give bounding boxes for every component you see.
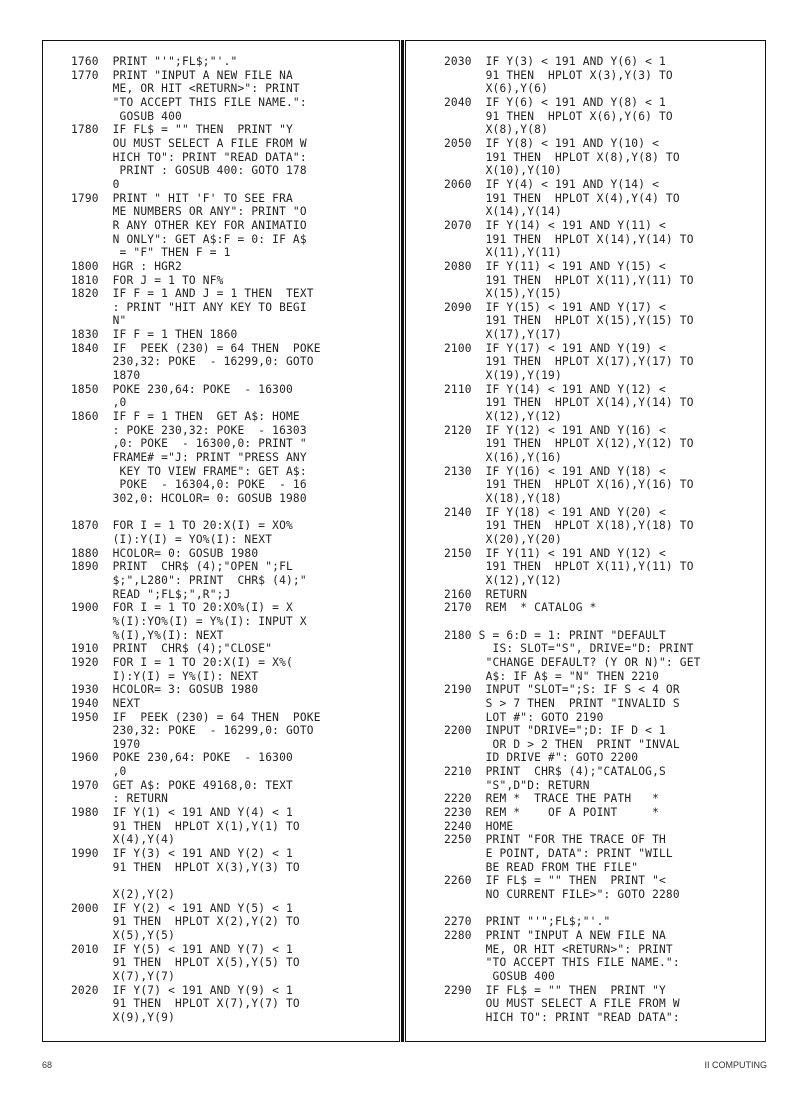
left-code-listing: 1760 PRINT "'";FL$;"'." 1770 PRINT "INPUT A NEW FILE NA ME, OR HIT <RETURN>": PRINT "TO ACCEPT THIS FILE NAME.": GOSUB 400 1780 IF FL$ = "" THEN PRINT "Y OU MUST SELECT A FILE FROM W HICH TO": PRINT "READ DATA": PRINT : GOSUB 400: GOTO 178 0 1790 PRINT " HIT 'F' TO SEE FRA ME NUMBERS OR ANY": PRINT "O R ANY OTHER KEY FOR ANIMATIO N ONLY": GET A$:F = 0: IF A$ = "F" THEN F = 1 1800 HGR : HGR2 1810 FOR J = 1 TO NF% 1820 IF F = 1 AND J = 1 THEN TEXT : PRINT "HIT ANY KEY TO BEGI N" 1830 IF F = 1 THEN 1860 1840 IF PEEK (230) = 64 THEN POKE 230,32: POKE - 16299,0: GOTO 1870 1850 POKE 230,64: POKE - 16300 ,0 1860 IF F = 1 THEN GET A$: HOME : POKE 230,32: POKE - 16303 ,0: POKE - 16300,0: PRINT " FRAME# ="J: PRINT "PRESS ANY KEY TO VIEW FRAME": GET A$: POKE - 16304,0: POKE - 16 302,0: HCOLOR= 0: GOSUB 1980 1870 FOR I = 1 TO 20:X(I) = XO% (I):Y(I) = YO%(I): NEXT 1880 HCOLOR= 0: GOSUB 1980 1890 PRINT CHR$ (4);"OPEN ";FL $;",L280": PRINT CHR$ (4);" READ ";FL$;",R";J 1900 FOR I = 1 TO 20:XO%(I) = X %(I):YO%(I) = Y%(I): INPUT X %(I),Y%(I): NEXT 1910 PRINT CHR$ (4);"CLOSE" 1920 FOR I = 1 TO 20:X(I) = X%( I):Y(I) = Y%(I): NEXT 1930 HCOLOR= 3: GOSUB 1980 1940 NEXT 1950 IF PEEK (230) = 64 THEN POKE 230,32: POKE - 16299,0: GOTO 1970 1960 POKE 230,64: POKE - 16300 ,0 1970 GET A$: POKE 49168,0: TEXT : RETURN 1980 IF Y(1) < 191 AND Y(4) < 1 91 THEN HPLOT X(1),Y(1) TO X(4),Y(4) 1990 IF Y(3) < 191 AND Y(2) < 1 91 THEN HPLOT X(3),Y(3) TO X(2),Y(2) 2000 IF Y(2) < 191 AND Y(5) < 1 91 THEN HPLOT X(2),Y(2) TO X(5),Y(5) 2010 IF Y(5) < 191 AND Y(7) < 1 91 THEN HPLOT X(5),Y(5) TO X(7),Y(7) 2020 IF Y(7) < 191 AND Y(9) < 1 91 THEN HPLOT X(7),Y(7) TO X(9),Y(9) xyxy=(71,55,321,1024)
page-number: 68 xyxy=(42,1060,53,1070)
right-code-listing: 2030 IF Y(3) < 191 AND Y(6) < 1 91 THEN HPLOT X(3),Y(3) TO X(6),Y(6) 2040 IF Y(6) < 191 AND Y(8) < 1 91 THEN HPLOT X(6),Y(6) TO X(8),Y(8) 2050 IF Y(8) < 191 AND Y(10) < 191 THEN HPLOT X(8),Y(8) TO X(10),Y(10) 2060 IF Y(4) < 191 AND Y(14) < 191 THEN HPLOT X(4),Y(4) TO X(14),Y(14) 2070 IF Y(14) < 191 AND Y(11) < 191 THEN HPLOT X(14),Y(14) TO X(11),Y(11) 2080 IF Y(11) < 191 AND Y(15) < 191 THEN HPLOT X(11),Y(11) TO X(15),Y(15) 2090 IF Y(15) < 191 AND Y(17) < 191 THEN HPLOT X(15),Y(15) TO X(17),Y(17) 2100 IF Y(17) < 191 AND Y(19) < 191 THEN HPLOT X(17),Y(17) TO X(19),Y(19) 2110 IF Y(14) < 191 AND Y(12) < 191 THEN HPLOT X(14),Y(14) TO X(12),Y(12) 2120 IF Y(12) < 191 AND Y(16) < 191 THEN HPLOT X(12),Y(12) TO X(16),Y(16) 2130 IF Y(16) < 191 AND Y(18) < 191 THEN HPLOT X(16),Y(16) TO X(18),Y(18) 2140 IF Y(18) < 191 AND Y(20) < 191 THEN HPLOT X(18),Y(18) TO X(20),Y(20) 2150 IF Y(11) < 191 AND Y(12) < 191 THEN HPLOT X(11),Y(11) TO X(12),Y(12) 2160 RETURN 2170 REM * CATALOG * 2180 S = 6:D = 1: PRINT "DEFAULT IS: SLOT="S", DRIVE="D: PRINT "CHANGE DEFAULT? (Y OR N)": GET A$: IF A$ = "N" THEN 2210 2190 INPUT "SLOT=";S: IF S < 4 OR S > 7 THEN PRINT "INVALID S LOT #": GOTO 2190 2200 INPUT "DRIVE=";D: IF D < 1 OR D > 2 THEN PRINT "INVAL ID DRIVE #": GOTO 2200 2210 PRINT CHR$ (4);"CATALOG,S "S",D"D: RETURN 2220 REM * TRACE THE PATH * 2230 REM * OF A POINT * 2240 HOME 2250 PRINT "FOR THE TRACE OF TH E POINT, DATA": PRINT "WILL BE READ FROM THE FILE" 2260 IF FL$ = "" THEN PRINT "< NO CURRENT FILE>": GOTO 2280 2270 PRINT "'";FL$;"'." 2280 PRINT "INPUT A NEW FILE NA ME, OR HIT <RETURN>": PRINT "TO ACCEPT THIS FILE NAME.": GOSUB 400 2290 IF FL$ = "" THEN PRINT "Y OU MUST SELECT A FILE FROM W HICH TO": PRINT "READ DATA": xyxy=(444,55,701,1024)
right-code-column xyxy=(405,40,766,1042)
left-code-column xyxy=(42,40,400,1042)
column-divider xyxy=(401,40,404,1042)
magazine-name: II COMPUTING xyxy=(704,1060,767,1070)
